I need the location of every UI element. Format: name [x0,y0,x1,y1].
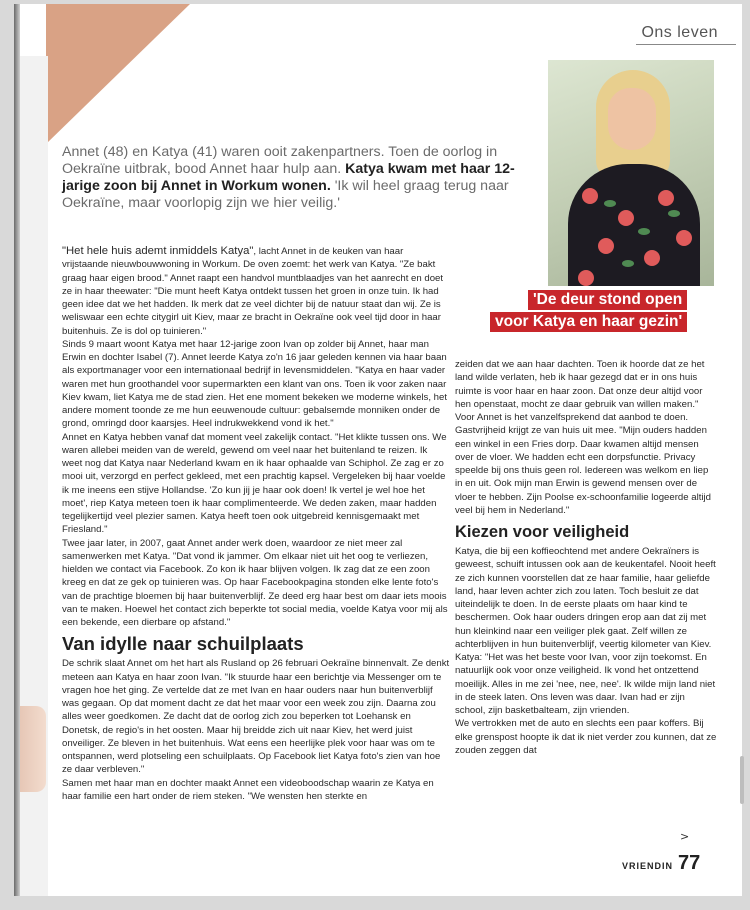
pull-quote [490,290,687,334]
paragraph: Sinds 9 maart woont Katya met haar 12-jarige zoon Ivan op zolder bij Annet, haar man Erwin en dochter Isabel (7). Annet leerde Katya zo'n 16 jaar geleden kennen via haar baan als exportmanager voor een internationaal bedrijf in levensmiddelen. "Katya en haar vader waren met hun groothandel voor supermarkten een klant van ons. Toen ik voor zaken naar Kiev kwam, liet Katya me de stad zien. Het ene moment bekeken we moderne winkels, het andere moment toonde ze me hun eeuwenoude cultuur: gebalsemde monniken onder de grond, omringd door kaarsjes. Heel indrukwekkend vond ik het." [62,338,448,430]
finger-on-screen [20,706,46,792]
subheading: Van idylle naar schuilplaats [62,633,304,655]
section-tag-underline [636,44,736,45]
decorative-corner-triangle [46,4,190,144]
lead-quote: "Het hele huis ademt inmiddels Katya" [62,245,254,257]
subheading: Kiezen voor veiligheid [455,523,630,541]
photo-dress [568,164,700,286]
photo-face [608,88,656,150]
pull-quote-line-2: voor Katya en haar gezin' [490,312,687,332]
paragraph: De schrik slaat Annet om het hart als Rusland op 26 februari Oekraïne binnenvalt. Ze denkt meteen aan Katya en haar zoon Ivan. "Ik stuurde haar een berichtje via Messenger om te vragen hoe het ging. Ze vertelde dat ze met Ivan en haar ouders naar hun buitenverblijf was gegaan. Op dat moment dacht ze dat het maar voor een week zou zijn. Daarna zou alles weer goedkomen. Ze dacht dat de oorlog zich zou beperken tot Loehansk en Donetsk, de regio's in het oosten. Maar hij breidde zich uit naar Kiev, het werd juist onveiliger. Ze bleven in het buitenhuis. Wat eens een heerlijke plek voor haar was om te ontspannen, werd plotseling een schuilplaats. Op Facebook liet Katya foto's zien van hoe ze daar verbleven." [62,658,450,776]
photo-leaf [604,200,616,207]
paragraph: We vertrokken met de auto en slechts een paar koffers. Bij elke grenspost hoopte ik dat ik niet verder zou kunnen, dat ze zouden zeggen dat [455,718,717,756]
paragraph: Twee jaar later, in 2007, gaat Annet ander werk doen, waardoor ze niet meer zal samenwerken met Katya. "Dat vond ik jammer. Om elkaar niet uit het oog te verliezen, hielden we contact via Facebook. Zo kon ik haar blijven volgen. Ik zag dat ze een zoon kreeg en dat ze gek op tuinieren was. Op haar Facebookpagina stonden elke lente foto's van de prachtige bloemen bij haar buitenverblijf. Ze deed erg haar best om daar iets moois van te maken. Hoewel het contact zich beperkte tot social media, voelde Katya voor mij als een bekende, een dierbare op afstand." [62,537,448,628]
photo-rose [578,270,594,286]
page-footer [622,852,700,875]
paragraph-text: , lacht Annet in de keuken van haar vrijstaande nieuwbouwwoning in Workum. De oven zoemt: het werk van Katya. "Ze bakt graag haar eigen brood." Annet raapt een handvol muntblaadjes van het aanrecht en doet ze in haar theewater: "Die munt heeft Katya ontdekt tussen het groen in onze tuin. Ik had geen idee dat we het hadden. Ik merk dat ze veel dichter bij de natuur staat dan wij. Ze is weliswaar een echte citygirl uit Kiev, maar ze bracht in Oekraïne ook veel tijd door in haar buitenhuis. Ze is dol op tuinieren." [62,246,444,337]
photo-rose [658,190,674,206]
photo-rose [644,250,660,266]
intro-quote: 'Ik wil heel graag terug naar Oekraïne, maar voorlopig zijn we hier veilig.' [62,178,509,211]
paragraph: Annet en Katya hebben vanaf dat moment veel zakelijk contact. "Het klikte tussen ons. We waren allebei meiden van de wereld, gewend om veel naar het buitenland te reizen. Ik weet nog dat Katya naar Nederland kwam en ik haar ophaalde van Schiphol. Ze zag er zo mooi uit, verzorgd en perfect gekleed, met een prachtig kapsel. Vergeleken bij haar voelde ik me ineens een stijve Hollandse. 'Zo kun jij je haar ook doen! Ik vertel je wel hoe het moet', riep Katya meteen toen ik haar complimenteerde. We deden zaken, maar hadden tegelijkertijd veel plezier samen. Katya heeft toen ook uitgebreid kennisgemaakt met Friesland." [62,431,447,536]
photo-leaf [668,210,680,217]
pull-quote-line-1: 'De deur stond open [528,290,687,310]
magazine-name: VRIENDIN [622,861,674,871]
paragraph: Samen met haar man en dochter maakt Annet een videoboodschap waarin ze Katya en haar familie een hart onder de riem steken. "We wensten hen sterkte en [62,777,434,802]
intro-bold: Katya kwam met haar 12-jarige zoon bij Annet in Workum wonen. [62,161,515,194]
photo-rose [618,210,634,226]
photo-rose [582,188,598,204]
article-column-1 [62,244,450,803]
photo-leaf [622,260,634,267]
article-column-2 [455,358,717,757]
paragraph: Voor Annet is het vanzelfsprekend dat aanbod te doen. Gastvrijheid krijgt ze van huis uit mee. "Mijn ouders hadden een winkel in een Fries dorp. Daar kwamen altijd mensen over de vloer. We hadden echt een dorpsfunctie. Privacy speelde bij ons thuis geen rol. Iedereen was welkom en liep in en uit. Ook mijn man Erwin is gewend mensen over de vloer te hebben. Zijn Poolse ex-schoonfamilie logeerde altijd veel bij hem in Nederland." [455,412,711,516]
intro-text: Annet (48) en Katya (41) waren ooit zakenpartners. Toen de oorlog in Oekraïne uitbrak, bood Annet haar hulp aan. [62,144,498,177]
scrollbar-thumb[interactable] [740,756,744,804]
photo-rose [598,238,614,254]
next-page-arrow-icon[interactable]: > [680,830,690,843]
page-number: 77 [678,852,701,874]
paragraph [62,244,450,338]
photo-rose [676,230,692,246]
photo-leaf [638,228,650,235]
paragraph: Katya, die bij een koffieochtend met andere Oekraïners is geweest, schuift intussen ook aan de keukentafel. Nooit heeft ze zich kunnen voorstellen dat ze haar familie, haar geliefde land, haar leven achter zich zou laten. Toch besluit ze dat uiteindelijk te doen. In de eerste plaats om haar kind te beschermen. Ook haar ouders dringen erop aan dat zij met hun kleinkind naar een veiliger plek gaat. Zelf willen ze achterblijven in hun buitenverblijf, veertig kilometer van Kiev. Katya: "Het was het beste voor Ivan, voor zijn toekomst. En natuurlijk ook voor onze veiligheid. Ik vond het ontzettend moeilijk. Alles in me zei 'nee, nee, nee'. Ik wilde mijn land niet in de steek laten. Ons leven was daar. Ivan had er zijn school, zijn basketbalteam, zijn vrienden. [455,546,716,716]
section-tag: Ons leven [641,24,718,41]
paragraph: zeiden dat we aan haar dachten. Toen ik hoorde dat ze het land wilde verlaten, heb ik haar gezegd dat er in ons huis ruimte is voor haar en haar zoon. Dat onze deur altijd voor hen openstaat, mocht ze daar gebruik van willen maken." [455,359,705,410]
portrait-photo [548,60,714,286]
intro-paragraph [62,144,526,212]
